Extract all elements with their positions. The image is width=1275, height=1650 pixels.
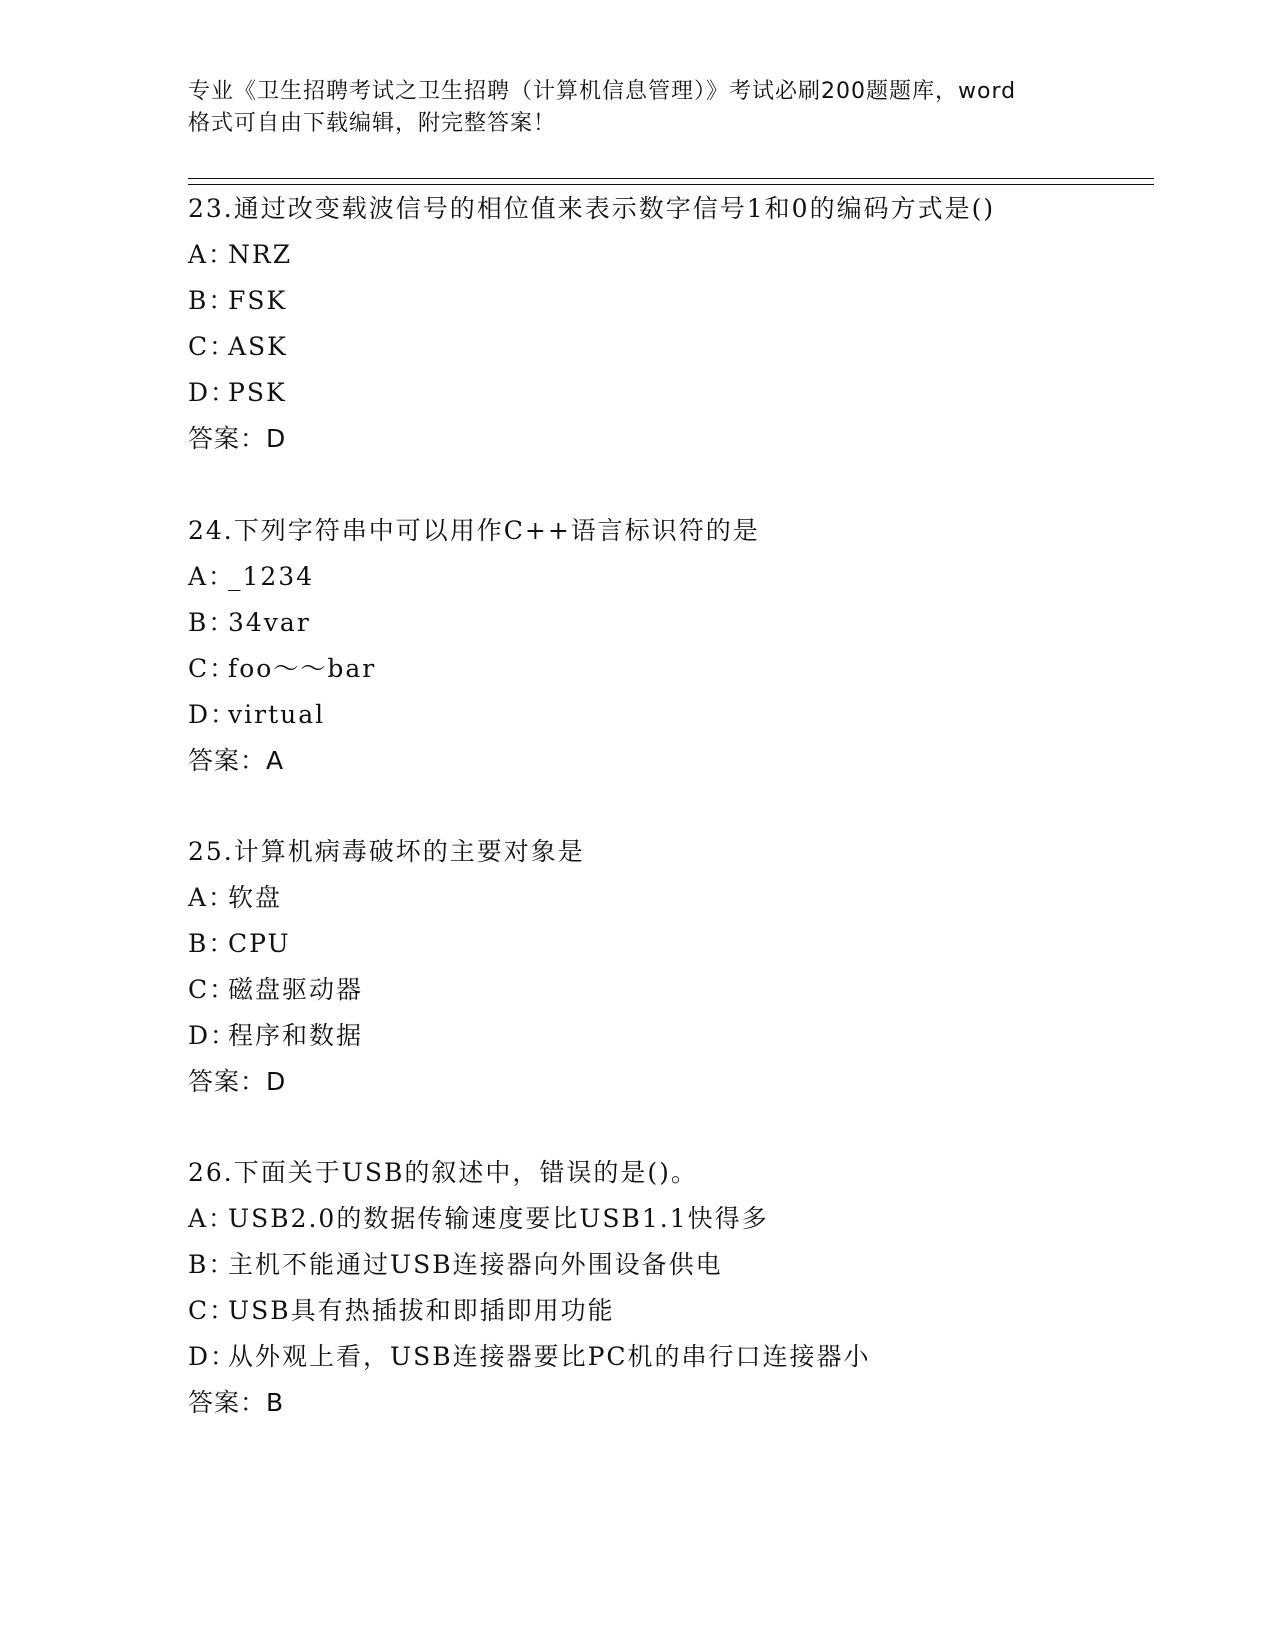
answer: 答案：D xyxy=(188,1067,287,1096)
option-d xyxy=(188,370,1148,416)
option-key: B： xyxy=(188,1250,236,1279)
option-text: foo～～bar xyxy=(228,654,377,683)
option-key: C： xyxy=(188,332,237,361)
option-key: A： xyxy=(188,1204,236,1233)
option-text: virtual xyxy=(228,700,326,729)
option-key: B： xyxy=(188,608,236,637)
option-text: 从外观上看，USB连接器要比PC机的串行口连接器小 xyxy=(228,1342,871,1371)
option-b xyxy=(188,1242,1148,1288)
option-key: C： xyxy=(188,654,237,683)
option-a xyxy=(188,232,1148,278)
option-text: PSK xyxy=(228,378,287,407)
option-c xyxy=(188,646,1148,692)
document-header xyxy=(188,76,1088,140)
option-key: C： xyxy=(188,975,237,1004)
option-c xyxy=(188,967,1148,1013)
option-c xyxy=(188,324,1148,370)
question-25 xyxy=(188,829,1148,1105)
option-key: D： xyxy=(188,1021,238,1050)
option-text: _1234 xyxy=(228,562,315,591)
question-stem: 26.下面关于USB的叙述中，错误的是()。 xyxy=(188,1158,698,1187)
header-divider-bottom xyxy=(188,184,1154,185)
option-text: 磁盘驱动器 xyxy=(228,975,364,1004)
option-b xyxy=(188,600,1148,646)
option-key: C： xyxy=(188,1296,237,1325)
question-stem: 25.计算机病毒破坏的主要对象是 xyxy=(188,837,585,866)
option-a xyxy=(188,1196,1148,1242)
option-key: A： xyxy=(188,883,236,912)
option-text: NRZ xyxy=(228,240,293,269)
option-key: A： xyxy=(188,562,236,591)
option-text: ASK xyxy=(228,332,288,361)
option-key: A： xyxy=(188,240,236,269)
option-text: FSK xyxy=(228,286,288,315)
option-b xyxy=(188,921,1148,967)
option-key: D： xyxy=(188,1342,238,1371)
option-text: USB2.0的数据传输速度要比USB1.1快得多 xyxy=(228,1204,769,1233)
question-24 xyxy=(188,508,1148,784)
option-a xyxy=(188,875,1148,921)
option-text: 主机不能通过USB连接器向外围设备供电 xyxy=(228,1250,723,1279)
option-d xyxy=(188,1013,1148,1059)
answer: 答案：D xyxy=(188,424,287,453)
header-line-2: 格式可自由下载编辑，附完整答案！ xyxy=(188,111,557,136)
header-line-1: 专业《卫生招聘考试之卫生招聘（计算机信息管理）》考试必刷200题题库，word xyxy=(188,79,1017,104)
question-23 xyxy=(188,186,1148,462)
header-divider-top xyxy=(188,178,1154,179)
option-b xyxy=(188,278,1148,324)
option-text: CPU xyxy=(228,929,291,958)
option-key: D： xyxy=(188,378,238,407)
option-key: D： xyxy=(188,700,238,729)
answer: 答案：A xyxy=(188,746,285,775)
option-text: USB具有热插拔和即插即用功能 xyxy=(228,1296,615,1325)
option-d xyxy=(188,692,1148,738)
option-d xyxy=(188,1334,1148,1380)
question-stem: 24.下列字符串中可以用作C++语言标识符的是 xyxy=(188,516,760,545)
answer: 答案：B xyxy=(188,1388,285,1417)
question-stem: 23.通过改变载波信号的相位值来表示数字信号1和0的编码方式是() xyxy=(188,194,996,223)
option-text: 程序和数据 xyxy=(228,1021,364,1050)
option-text: 34var xyxy=(228,608,311,637)
option-c xyxy=(188,1288,1148,1334)
option-a xyxy=(188,554,1148,600)
question-26 xyxy=(188,1150,1148,1426)
option-key: B： xyxy=(188,929,236,958)
option-key: B： xyxy=(188,286,236,315)
option-text: 软盘 xyxy=(228,883,283,912)
